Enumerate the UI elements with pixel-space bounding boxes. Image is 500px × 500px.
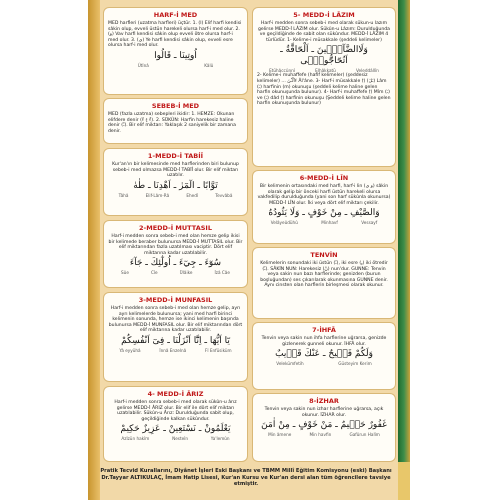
arabic-example: اُوتِينَا ـ قَالُوا xyxy=(154,50,197,61)
card-medd-i-lazim xyxy=(252,7,396,167)
card-text: Tenvin veya sakin nun ihfa harflerine uğrarsa, genizde gizlenerek gunneli okunur. İHFÂ olur. xyxy=(261,336,387,347)
transliteration-row xyxy=(259,432,389,437)
card-text: MED harfleri (uzatma harfleri) üçtür. 1. (ا) Elif harfi kendisi sâkin olup, evveli üstün harekeli olursa harf-i med olur. 2. (و) Vav harfi kendisi sâkin olup evveli ötre olursa harf-i med olur. 3. (ي) Ye harfi kendisi sâkin olup, evveli esre olursa harf-i med olur. xyxy=(108,21,242,49)
transliteration: Fî Enfüsiküm xyxy=(204,347,232,353)
card-text: Kur'an'ın bir kelimesinde med harflerinden biri bulunup sebeb-i med olmazsa MEDD-İ TABİÎ olur. Bir elif miktarı uzatılır. xyxy=(112,162,239,179)
card-title: 8-İZHAR xyxy=(309,397,339,405)
transliteration: Yâ eyyühâ xyxy=(119,347,141,353)
card-harf-i-med xyxy=(103,7,248,95)
transliteration-row xyxy=(259,220,389,225)
transliteration: Gafûrun Halîm xyxy=(349,432,380,438)
card-title: 3-MEDD-İ MUNFASIL xyxy=(138,296,213,304)
transliteration: Ya'lemûn xyxy=(210,436,230,442)
arabic-example: تَوَّابًا ـ الٓمٓرٰ ـ اَهْدِنَا ـ طٰهٰ xyxy=(133,180,218,191)
card-text: Harf-i medden sonra sebeb-i med olan hemze gelip ikisi bir kelimede beraber bulunursa MEDD-İ MUTTASIL olur. Bir elif miktarından fazla uzatılması vaciptir. Dört elif miktarına kadar uzatılabilir. xyxy=(108,234,243,256)
transliteration: Kâlû xyxy=(204,62,214,68)
transliteration: Minhavf xyxy=(321,220,338,226)
transliteration-row xyxy=(259,361,389,366)
transliteration: Etühâccûnnî xyxy=(269,68,295,74)
transliteration-row xyxy=(110,270,241,275)
card-tenvin xyxy=(252,247,396,319)
arabic-example: وَلَكُمْ فَت۪يحٌ ـ عَنْكَ قَرٖيبٌ xyxy=(275,349,373,360)
transliteration: Veleddâllîn xyxy=(356,68,379,74)
transliteration: Güsteyim Kerim xyxy=(338,361,372,367)
transliteration: Elif-Lâm-Râ xyxy=(145,192,170,198)
card-text: Bir kelimenin ortasındaki med harfi, harf-i lin (و ي) sâkin olarak gelip bir önceki harfi üstün harekeli olursa vakfedilip durulduğunda (yani son harf sükûnla okunursa) MEDD-İ LÎN olur. İki veya dört elif miktarı çekilir. xyxy=(257,184,391,206)
transliteration: Min âmene xyxy=(268,432,292,438)
transliteration-row xyxy=(110,193,241,198)
card-text: Kelimelerin sonundaki iki üstün (ـً), iki esre (ـٍ) iki ötredir (ـٌ). SÂKİN NUN: Harekesiz (نْ) nun'dur. GUNNE: Tenvin veya sakin nun bazı harflerinde; genizden (burun boşluğundan) ses çıkarılarak okunmasına GUNNE denir. Aynı cinsten olan harflerin birleşmesi olarak okunur. xyxy=(260,261,388,289)
card-medd-i-muttasil xyxy=(103,220,248,288)
arabic-example: وَالصَّيْفِ ـ مِنْ خَوْفٍ ـ وَلَا يَئُودُهُ xyxy=(268,208,380,219)
transliteration: Tevvâbâ xyxy=(215,192,233,198)
transliteration: Azîzün hakîm xyxy=(121,436,150,442)
transliteration: İnnâ Enzelnâ xyxy=(159,347,187,353)
transliteration: İzâ Câe xyxy=(214,270,230,276)
card-title: SEBEB-İ MED xyxy=(151,102,200,110)
card-medd-i-munfasil xyxy=(103,292,248,382)
arabic-example: وَلَاالضَّآلّ۪ينَ ـ اَلْحَٓاقَّةُ ـ اَتُحَٓاجُّٓونّ۪ى xyxy=(280,45,368,67)
arabic-example: سُوٓءَ ـ جِيٓءَ ـ اُولٰٓئِكَ ـ جَآءَ xyxy=(129,258,222,269)
transliteration: Cîe xyxy=(150,270,158,276)
card-title: 5- MEDD-İ LÂZIM xyxy=(293,11,355,19)
card-text: Harf-i medden sonra sebeb-i med olan hemze gelip, ayrı ayrı kelimelerde bulunursa; yani med harfi birinci kelimenin sonunda, hemze ise ikinci kelimenin başında bulunursa MEDD-İ MUNFASIL olur. Bir elif miktarından dört elif miktarına kadar uzatılabilir. xyxy=(108,306,243,334)
transliteration-row xyxy=(110,63,241,68)
transliteration: Min havfin xyxy=(309,432,332,438)
transliteration-row xyxy=(110,348,241,353)
gold-corner xyxy=(398,462,410,500)
arabic-example: يَعْلَمُونْ ـ نَسْتَعِينْ ـ عَزِيزٌ حَكِيمْ xyxy=(120,424,231,435)
transliteration: Sûe xyxy=(121,270,129,276)
transliteration: Elhâkkatü xyxy=(315,68,336,74)
transliteration: Ülâike xyxy=(179,270,193,276)
card-ihfa xyxy=(252,322,396,390)
transliteration: Nesteîn xyxy=(172,436,189,442)
arabic-example: غَفُورٌ حَل۪يمٌ ـ مَنْ خَوْفٍ ـ مِنْ اٰمَنَ xyxy=(261,420,387,431)
transliteration: Vessayf xyxy=(361,220,378,226)
card-medd-i-ariz xyxy=(103,386,248,462)
transliteration: Velekümfetih xyxy=(276,361,304,367)
transliteration: Tâhâ xyxy=(118,192,129,198)
card-text: Harf-i medden sonra sebeb-i med olarak sükun-u lazım gelirse MEDD-İ LÂZIM olur. Sükûn-u Lâzım: Durulduğunda ve geçildiğinde de sabit olan sükûndur. MEDD-İ LÂZIM 4 türlüdür. 1- Kelime-i müsakkale (şeddeli kelimeler) xyxy=(258,21,390,43)
card-sebeb-i-med xyxy=(103,98,248,144)
transliteration-row xyxy=(110,436,241,441)
card-text: Harf-i medden sonra sebeb-i med olarak sükûn-u ârız gelirse MEDD-İ ÂRIZ olur. Bir elif ile dört elif miktarı uzatılabilir. Sükûn-u Ârız: Durulduğunda sabit olup, geçildiğinde kalkan sükûndur. xyxy=(114,400,237,422)
card-text: MED (fazla uzatma) sebepleri ikidir: 1. HEMZE: Okunan elifdere denir (ءٌ ءٍ ءً). 2. SÜKÛN: Harfin harekesiz haline denir (ـْ). Bir elif miktarı: Yaklaşık 2 saniyelik bir zamana denir. xyxy=(108,112,236,134)
card-text: Tenvin veya sakin nun izhar harflerine uğrarsa, açık okunur. İZHAR olur. xyxy=(264,407,384,418)
card-title: 1-MEDD-İ TABİÎ xyxy=(147,152,204,160)
card-title: 4- MEDD-İ ÂRIZ xyxy=(147,390,204,398)
footer-note: Pratik Tecvid Kurallarını, Diyânet İşleri Eski Başkanı ve TBMM Millî Eğitim Komisyonu (eski) Başkanı Dr.Tayyar ALTIKULAÇ, İmam Hatip Lisesi, Kur'an Kursu ve Kur'an dersi alan tüm öğrencilere tavsiye etmiştir. xyxy=(100,468,392,488)
card-title: 2-MEDD-İ MUTTASIL xyxy=(139,224,212,232)
card-medd-i-lin xyxy=(252,170,396,244)
card-medd-i-tabii xyxy=(103,148,248,216)
transliteration: Velâyeûdühû xyxy=(270,220,298,226)
transliteration: Ehedî xyxy=(186,192,199,198)
green-spine xyxy=(398,0,410,500)
gold-spine xyxy=(88,0,100,500)
transliteration: Ûtînâ xyxy=(137,62,149,68)
arabic-example: يَٓا اَيُّهَا ـ اِنَّٓا اَنْزَلْنَا ـ فِىٓ اَنْفُسِكُمْ xyxy=(121,335,230,346)
card-title: TENVİN xyxy=(310,251,338,259)
card-title: 7-İHFÂ xyxy=(312,326,336,334)
card-title: HARF-İ MED xyxy=(153,11,198,19)
card-text-2: 2- Kelime-i muhaffefe (hafif kelimeler) (şeddesiz kelimeler) ... ءَآلْـٰٔنَ Âl'âne. 3- Harf-i müsakkale (ٓ) (ـٓلٓ) Lâm (ـٓ) harfinin (m) okunuşu (şeddeli kelime haline gelen harfin okunuşunda bulunur). 4- Harf-i muhaffefe (ٓ) Mîm (ـٓ) ve (ـٓ) dâd (ٓ) harfinin okunuşu (Şeddeli kelime haline gelen harfin okunuşunda bulunur) xyxy=(257,73,391,107)
card-izhar xyxy=(252,393,396,462)
card-title: 6-MEDD-İ LÎN xyxy=(299,174,349,182)
